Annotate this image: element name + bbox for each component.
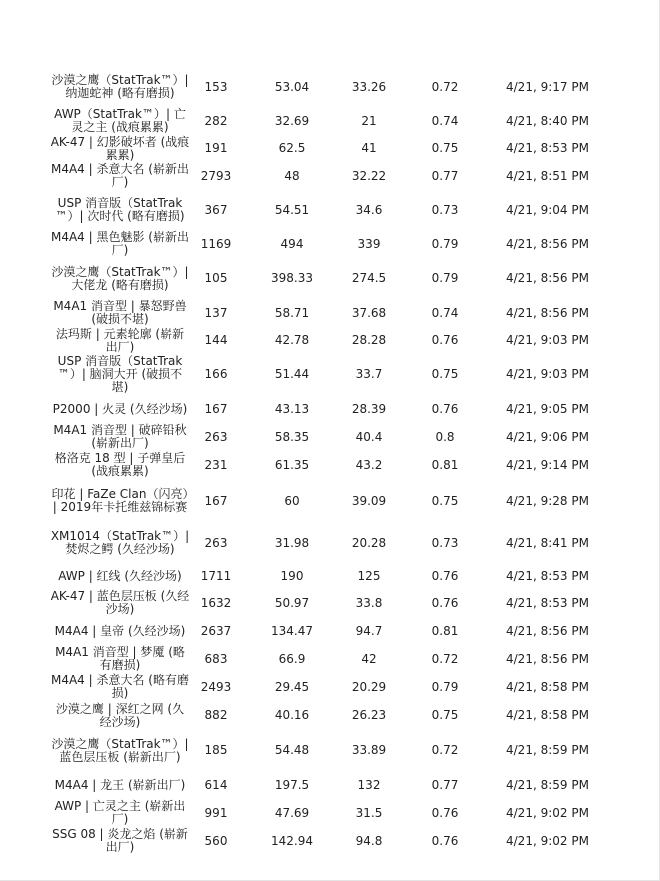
item-price-secondary: 20.28 [351, 535, 387, 550]
item-timestamp: 4/21, 9:02 PM [506, 805, 589, 820]
item-price: 47.69 [274, 805, 310, 820]
item-price: 58.71 [274, 305, 310, 320]
item-quantity: 1632 [200, 595, 232, 610]
item-price-secondary: 132 [357, 778, 381, 792]
item-price: 60 [284, 493, 300, 508]
item-price: 62.5 [278, 141, 306, 155]
table-row [50, 327, 610, 354]
item-name: AK-47 | 蓝色层压板 (久经沙场) [50, 589, 190, 616]
item-name: M4A4 | 皇帝 (久经沙场) [54, 623, 186, 638]
item-quantity: 167 [204, 401, 228, 416]
item-price-secondary: 31.5 [355, 805, 383, 820]
item-timestamp: 4/21, 9:17 PM [506, 79, 589, 94]
item-price-secondary: 42 [361, 651, 377, 666]
item-timestamp: 4/21, 8:56 PM [506, 271, 589, 285]
item-quantity: 105 [204, 271, 228, 285]
item-name: P2000 | 火灵 (久经沙场) [52, 401, 188, 416]
item-timestamp: 4/21, 9:28 PM [506, 493, 589, 508]
item-name: M4A4 | 黑色魅影 (崭新出厂) [50, 230, 189, 257]
item-price: 54.51 [274, 202, 310, 217]
item-price: 142.94 [271, 833, 313, 848]
item-price-secondary: 37.68 [351, 305, 387, 320]
item-price: 42.78 [274, 333, 310, 347]
item-price: 134.47 [271, 623, 313, 638]
table-row [50, 701, 610, 730]
item-price-secondary: 41 [361, 141, 377, 155]
item-price-secondary: 33.7 [355, 367, 383, 381]
item-name: 法玛斯 | 元素轮廓 (崭新出厂) [55, 326, 185, 354]
item-price-secondary: 94.7 [355, 623, 383, 638]
item-ratio: 0.74 [431, 113, 459, 128]
item-timestamp: 4/21, 8:40 PM [506, 113, 589, 128]
item-price: 31.98 [274, 535, 310, 550]
item-name: AWP | 红线 (久经沙场) [58, 568, 182, 583]
item-price-secondary: 21 [361, 113, 377, 128]
item-price: 61.35 [274, 457, 310, 472]
item-name: M4A4 | 杀意大名 (略有磨损) [50, 673, 189, 700]
item-price: 58.35 [274, 429, 310, 444]
item-quantity: 1169 [200, 236, 232, 251]
item-quantity: 2793 [200, 168, 232, 183]
item-quantity: 231 [204, 457, 228, 472]
item-price-secondary: 33.8 [355, 595, 383, 610]
item-price-secondary: 28.28 [351, 333, 387, 347]
table-row [50, 826, 610, 856]
table-row [50, 190, 610, 230]
item-price: 51.44 [274, 367, 310, 381]
item-price-secondary: 34.6 [355, 202, 383, 217]
item-ratio: 0.79 [431, 679, 459, 694]
item-ratio: 0.81 [431, 623, 459, 638]
item-price: 494 [280, 236, 304, 251]
item-timestamp: 4/21, 9:03 PM [506, 367, 589, 381]
table-row [50, 67, 610, 107]
item-quantity: 167 [204, 493, 228, 508]
item-price: 40.16 [274, 708, 310, 722]
item-timestamp: 4/21, 8:53 PM [506, 568, 589, 583]
table-row [50, 107, 610, 135]
item-timestamp: 4/21, 9:03 PM [506, 333, 589, 347]
item-name: 沙漠之鹰 | 深红之网 (久经沙场) [55, 701, 185, 729]
item-ratio: 0.76 [431, 568, 459, 583]
item-ratio: 0.76 [431, 333, 459, 347]
item-name: 格洛克 18 型 | 子弹皇后 (战痕累累) [54, 451, 186, 478]
item-price-secondary: 32.22 [351, 168, 387, 183]
item-ratio: 0.77 [431, 778, 459, 792]
item-ratio: 0.79 [431, 271, 459, 285]
item-quantity: 144 [204, 333, 228, 347]
item-timestamp: 4/21, 9:04 PM [506, 202, 589, 217]
table-row [50, 135, 610, 162]
item-price-secondary: 33.89 [351, 743, 387, 757]
item-price-secondary: 274.5 [351, 271, 387, 285]
item-ratio: 0.76 [431, 805, 459, 820]
item-quantity: 2637 [200, 623, 232, 638]
item-name: AK-47 | 幻影破坏者 (战痕累累) [50, 134, 190, 162]
item-quantity: 166 [204, 367, 228, 381]
item-timestamp: 4/21, 9:05 PM [506, 401, 589, 416]
item-ratio: 0.72 [431, 651, 459, 666]
item-quantity: 560 [204, 833, 228, 848]
item-ratio: 0.76 [431, 595, 459, 610]
table-row [50, 523, 610, 563]
item-name: 沙漠之鹰（StatTrak™）| 纳迦蛇神 (略有磨损) [51, 73, 189, 100]
item-name: SSG 08 | 炎龙之焰 (崭新出厂) [52, 827, 188, 854]
item-price-secondary: 125 [357, 568, 381, 583]
item-ratio: 0.8 [435, 429, 455, 444]
item-price: 48 [284, 168, 300, 183]
item-name: XM1014（StatTrak™）| 焚烬之鳄 (久经沙场) [50, 529, 190, 556]
item-price-secondary: 43.2 [355, 457, 383, 472]
item-price: 43.13 [274, 401, 310, 416]
item-timestamp: 4/21, 8:59 PM [506, 743, 589, 757]
item-name: M4A4 | 杀意大名 (崭新出厂) [50, 162, 189, 189]
item-price: 66.9 [278, 651, 306, 666]
item-ratio: 0.74 [431, 305, 459, 320]
table-row [50, 563, 610, 589]
item-price-secondary: 20.29 [351, 679, 387, 694]
item-name: AWP | 亡灵之主 (崭新出厂) [54, 799, 186, 826]
item-quantity: 137 [204, 305, 228, 320]
item-quantity: 367 [204, 202, 228, 217]
table-row [50, 423, 610, 451]
item-price: 50.97 [274, 595, 310, 610]
item-name: 沙漠之鹰（StatTrak™）| 大佬龙 (略有磨损) [51, 264, 189, 292]
item-timestamp: 4/21, 9:14 PM [506, 457, 589, 472]
table-row [50, 479, 610, 523]
item-timestamp: 4/21, 9:02 PM [506, 833, 589, 848]
table-row [50, 451, 610, 479]
table-row [50, 617, 610, 645]
item-price-secondary: 33.26 [351, 79, 387, 94]
table-row [50, 258, 610, 299]
item-ratio: 0.73 [431, 202, 459, 217]
item-timestamp: 4/21, 8:56 PM [506, 305, 589, 320]
table-row [50, 589, 610, 617]
item-name: M4A1 消音型 | 破碎铅秋 (崭新出厂) [53, 423, 187, 450]
table-row [50, 730, 610, 771]
item-timestamp: 4/21, 8:59 PM [506, 778, 589, 792]
item-name: AWP（StatTrak™）| 亡灵之主 (战痕累累) [54, 107, 186, 134]
table-row [50, 395, 610, 423]
table-row [50, 800, 610, 826]
item-name: USP 消音版（StatTrak™）| 脑洞大开 (破损不堪) [57, 354, 183, 394]
item-quantity: 882 [204, 708, 228, 722]
item-price-secondary: 28.39 [351, 401, 387, 416]
item-price-secondary: 40.4 [355, 429, 383, 444]
price-table [50, 67, 610, 856]
item-quantity: 263 [204, 429, 228, 444]
item-price: 54.48 [274, 743, 310, 757]
item-quantity: 2493 [200, 679, 232, 694]
item-timestamp: 4/21, 8:58 PM [506, 679, 589, 694]
item-name: M4A1 消音型 | 梦魇 (略有磨损) [55, 645, 185, 672]
item-ratio: 0.81 [431, 457, 459, 472]
item-timestamp: 4/21, 8:56 PM [506, 236, 589, 251]
item-price-secondary: 339 [357, 236, 381, 251]
item-timestamp: 4/21, 8:41 PM [506, 535, 589, 550]
item-timestamp: 4/21, 8:56 PM [506, 651, 589, 666]
item-timestamp: 4/21, 8:58 PM [506, 708, 589, 722]
item-ratio: 0.72 [431, 79, 459, 94]
item-price: 398.33 [271, 271, 313, 285]
item-quantity: 263 [204, 535, 228, 550]
table-row [50, 162, 610, 190]
item-ratio: 0.75 [431, 367, 459, 381]
item-price: 197.5 [274, 778, 310, 792]
item-name: 沙漠之鹰（StatTrak™）| 蓝色层压板 (崭新出厂) [51, 736, 189, 764]
item-quantity: 991 [204, 805, 228, 820]
item-ratio: 0.76 [431, 401, 459, 416]
table-row [50, 673, 610, 701]
item-price-secondary: 94.8 [355, 833, 383, 848]
item-quantity: 1711 [200, 568, 232, 583]
item-ratio: 0.73 [431, 535, 459, 550]
item-price-secondary: 26.23 [351, 708, 387, 722]
item-quantity: 282 [204, 113, 228, 128]
item-ratio: 0.79 [431, 236, 459, 251]
item-name: USP 消音版（StatTrak™）| 次时代 (略有磨损) [55, 196, 185, 223]
table-row [50, 354, 610, 395]
item-name: 印花 | FaZe Clan（闪亮）| 2019年卡托维兹锦标赛 [51, 487, 189, 514]
item-price: 32.69 [274, 113, 310, 128]
item-timestamp: 4/21, 9:06 PM [506, 429, 589, 444]
item-quantity: 153 [204, 79, 228, 94]
item-price: 29.45 [274, 679, 310, 694]
table-row [50, 645, 610, 673]
item-ratio: 0.75 [431, 493, 459, 508]
table-row [50, 230, 610, 258]
item-ratio: 0.75 [431, 141, 459, 155]
item-timestamp: 4/21, 8:53 PM [506, 141, 589, 155]
item-ratio: 0.75 [431, 708, 459, 722]
item-quantity: 185 [204, 743, 228, 757]
item-price: 190 [280, 568, 304, 583]
item-ratio: 0.76 [431, 833, 459, 848]
item-quantity: 614 [204, 778, 228, 792]
item-timestamp: 4/21, 8:51 PM [506, 168, 589, 183]
item-timestamp: 4/21, 8:53 PM [506, 595, 589, 610]
item-quantity: 683 [204, 651, 228, 666]
item-price-secondary: 39.09 [351, 493, 387, 508]
table-row [50, 299, 610, 327]
item-ratio: 0.77 [431, 168, 459, 183]
item-name: M4A4 | 龙王 (崭新出厂) [54, 778, 186, 792]
item-name: M4A1 消音型 | 暴怒野兽 (破损不堪) [53, 299, 187, 326]
item-ratio: 0.72 [431, 743, 459, 757]
item-quantity: 191 [204, 141, 228, 155]
item-timestamp: 4/21, 8:56 PM [506, 623, 589, 638]
table-row [50, 771, 610, 800]
item-price: 53.04 [274, 79, 310, 94]
